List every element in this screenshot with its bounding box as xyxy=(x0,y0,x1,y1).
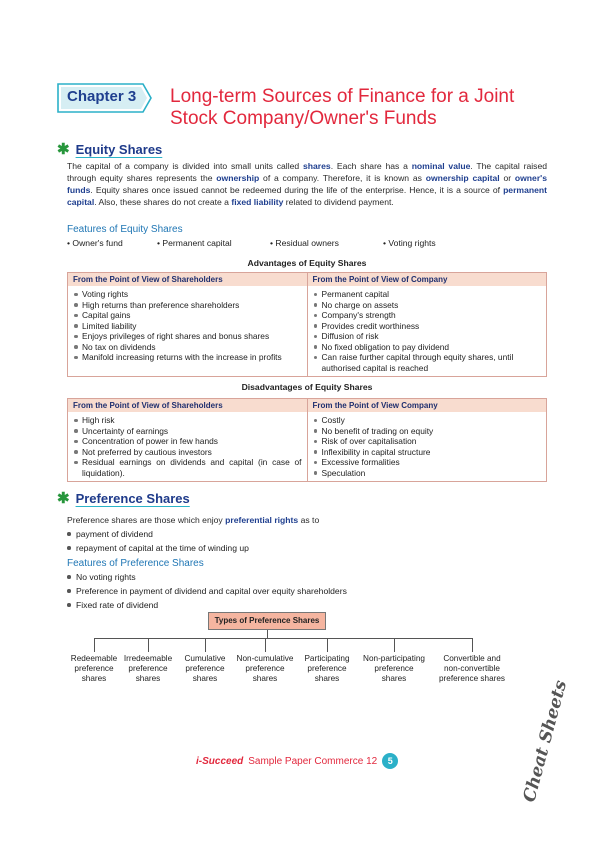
preference-type-line: Non-cumulative xyxy=(236,654,294,663)
list-item: Uncertainty of earnings xyxy=(74,426,302,437)
highlight-term: shares xyxy=(302,161,331,171)
preference-type-line: Irredeemable xyxy=(123,654,173,663)
list-item: No charge on assets xyxy=(314,300,542,311)
page-number: 5 xyxy=(382,753,398,769)
preference-type xyxy=(432,654,512,684)
equity-feature: • Voting rights xyxy=(383,238,436,248)
list-item: Preference in payment of dividend and capital over equity shareholders xyxy=(67,585,347,597)
preference-type-line: preference xyxy=(374,664,414,673)
preference-heading-text: Preference Shares xyxy=(75,491,190,506)
disadvantages-table xyxy=(67,398,547,482)
list-item: Voting rights xyxy=(74,289,302,300)
highlight-term: owner's funds xyxy=(67,173,548,195)
highlight-term: ownership capital xyxy=(425,173,500,183)
equity-heading-text: Equity Shares xyxy=(75,142,163,157)
list-item: Risk of over capitalisation xyxy=(314,436,542,447)
equity-feature: • Owner's fund xyxy=(67,238,123,248)
preference-type-line: preference xyxy=(74,664,114,673)
list-item: repayment of capital at the time of winding up xyxy=(67,542,249,554)
column-header: From the Point of View of Shareholders xyxy=(68,399,308,412)
advantages-shareholders-list xyxy=(68,286,308,376)
tree-connector xyxy=(148,638,149,652)
paragraph-text: . Each share has a xyxy=(330,161,412,171)
paragraph-text: The capital of a company is divided into small units called xyxy=(67,161,303,171)
list-item: Residual earnings on dividends and capital (in case of liquidation). xyxy=(74,457,302,478)
preference-type-line: shares xyxy=(314,674,340,683)
highlight-term: ownership xyxy=(216,173,260,183)
equity-feature: • Permanent capital xyxy=(157,238,232,248)
preference-type-line: shares xyxy=(381,674,407,683)
preference-intro: Preference shares are those which enjoy preferential rights as to xyxy=(67,515,320,525)
disadvantages-company-list xyxy=(308,412,547,481)
list-item: No voting rights xyxy=(67,571,347,583)
list-item: Company's strength xyxy=(314,310,542,321)
paragraph-text: . The capital raised through equity shares represents the xyxy=(67,161,548,183)
preference-type-line: Non-participating xyxy=(363,654,425,663)
tree-connector xyxy=(94,638,95,652)
disadvantages-shareholders-list xyxy=(68,412,308,481)
preference-features-heading: Features of Preference Shares xyxy=(67,558,204,569)
list-item: Enjoys privileges of right shares and bonus shares xyxy=(74,331,302,342)
preference-type-line: Redeemable xyxy=(70,654,118,663)
list-item: High risk xyxy=(74,415,302,426)
list-item: Inflexibility in capital structure xyxy=(314,447,542,458)
tree-connector xyxy=(267,630,268,638)
preference-type-line: preference xyxy=(128,664,168,673)
advantages-table xyxy=(67,272,547,377)
preference-type-line: preference xyxy=(185,664,225,673)
advantages-company-list xyxy=(308,286,547,376)
list-item: Costly xyxy=(314,415,542,426)
preference-type xyxy=(354,654,434,684)
preference-type-line: Cumulative xyxy=(184,654,226,663)
asterisk-icon: ✱ xyxy=(57,140,70,158)
footer xyxy=(196,753,398,769)
preference-type-line: non-convertible xyxy=(444,664,500,673)
chapter-label: Chapter 3 xyxy=(67,88,137,105)
tree-connector xyxy=(327,638,328,652)
paragraph-text: related to dividend payment. xyxy=(283,197,394,207)
equity-feature: • Residual owners xyxy=(270,238,339,248)
paragraph-text: . Also, these shares do not create a xyxy=(94,197,232,207)
column-header: From the Point of View Company xyxy=(312,401,438,410)
footer-title: Sample Paper Commerce 12 xyxy=(248,755,378,767)
paragraph-text: . Equity shares once issued cannot be redeemed during the life of the enterprise. Hence, it is a source of xyxy=(90,185,504,195)
list-item: Capital gains xyxy=(74,310,302,321)
paragraph-text: of a company. Therefore, it is known as xyxy=(259,173,426,183)
list-item: payment of dividend xyxy=(67,528,249,540)
asterisk-icon: ✱ xyxy=(57,489,70,507)
list-item: Permanent capital xyxy=(314,289,542,300)
list-item: Speculation xyxy=(314,468,542,479)
preference-heading xyxy=(57,491,190,506)
cheat-sheets-stamp-text: Cheat Sheets xyxy=(519,678,572,805)
list-item: Can raise further capital through equity shares, until authorised capital is reached xyxy=(314,352,542,373)
list-item: Excessive formalities xyxy=(314,457,542,468)
preference-type-line: Participating xyxy=(304,654,350,663)
highlight-term: permanent capital xyxy=(67,185,547,207)
table-header xyxy=(68,399,546,412)
preference-type-line: shares xyxy=(81,674,107,683)
list-item: No fixed obligation to pay dividend xyxy=(314,342,542,353)
preference-intro-list xyxy=(67,528,249,556)
preference-type-line: Convertible and xyxy=(443,654,501,663)
list-item: Not preferred by cautious investors xyxy=(74,447,302,458)
highlight-term: fixed liability xyxy=(231,197,284,207)
tree-connector xyxy=(205,638,206,652)
types-title-box: Types of Preference Shares xyxy=(208,612,326,630)
list-item: High returns than preference shareholders xyxy=(74,300,302,311)
chapter-title: Long-term Sources of Finance for a Joint Stock Company/Owner's Funds xyxy=(170,86,515,129)
list-item: Concentration of power in few hands xyxy=(74,436,302,447)
preference-type-line: shares xyxy=(192,674,218,683)
chapter-badge xyxy=(57,83,153,113)
list-item: Manifold increasing returns with the increase in profits xyxy=(74,352,302,363)
list-item: No tax on dividends xyxy=(74,342,302,353)
equity-features-heading: Features of Equity Shares xyxy=(67,224,183,235)
list-item: Diffusion of risk xyxy=(314,331,542,342)
list-item: Provides credit worthiness xyxy=(314,321,542,332)
cheat-sheets-stamp xyxy=(512,665,572,805)
preference-type-line: shares xyxy=(135,674,161,683)
preference-type-line: preference xyxy=(245,664,285,673)
disadvantages-caption: Disadvantages of Equity Shares xyxy=(241,382,373,392)
preference-features-list xyxy=(67,571,347,613)
preference-type-line: preference shares xyxy=(439,674,505,683)
list-item: Fixed rate of dividend xyxy=(67,599,347,611)
tree-connector xyxy=(94,638,472,639)
tree-connector xyxy=(472,638,473,652)
paragraph-text: or xyxy=(499,173,515,183)
column-header: From the Point of View of Shareholders xyxy=(68,273,308,286)
footer-brand: i-Succeed xyxy=(196,755,244,767)
equity-heading xyxy=(57,142,162,157)
tree-connector xyxy=(265,638,266,652)
preference-type-line: preference xyxy=(307,664,347,673)
list-item: Limited liability xyxy=(74,321,302,332)
equity-paragraph xyxy=(67,160,547,208)
advantages-caption: Advantages of Equity Shares xyxy=(247,258,367,268)
table-header xyxy=(68,273,546,286)
highlight-term: nominal value xyxy=(411,161,471,171)
list-item: No benefit of trading on equity xyxy=(314,426,542,437)
tree-connector xyxy=(394,638,395,652)
preference-type-line: shares xyxy=(252,674,278,683)
column-header: From the Point of View of Company xyxy=(312,275,448,284)
equity-features-list xyxy=(67,238,547,248)
